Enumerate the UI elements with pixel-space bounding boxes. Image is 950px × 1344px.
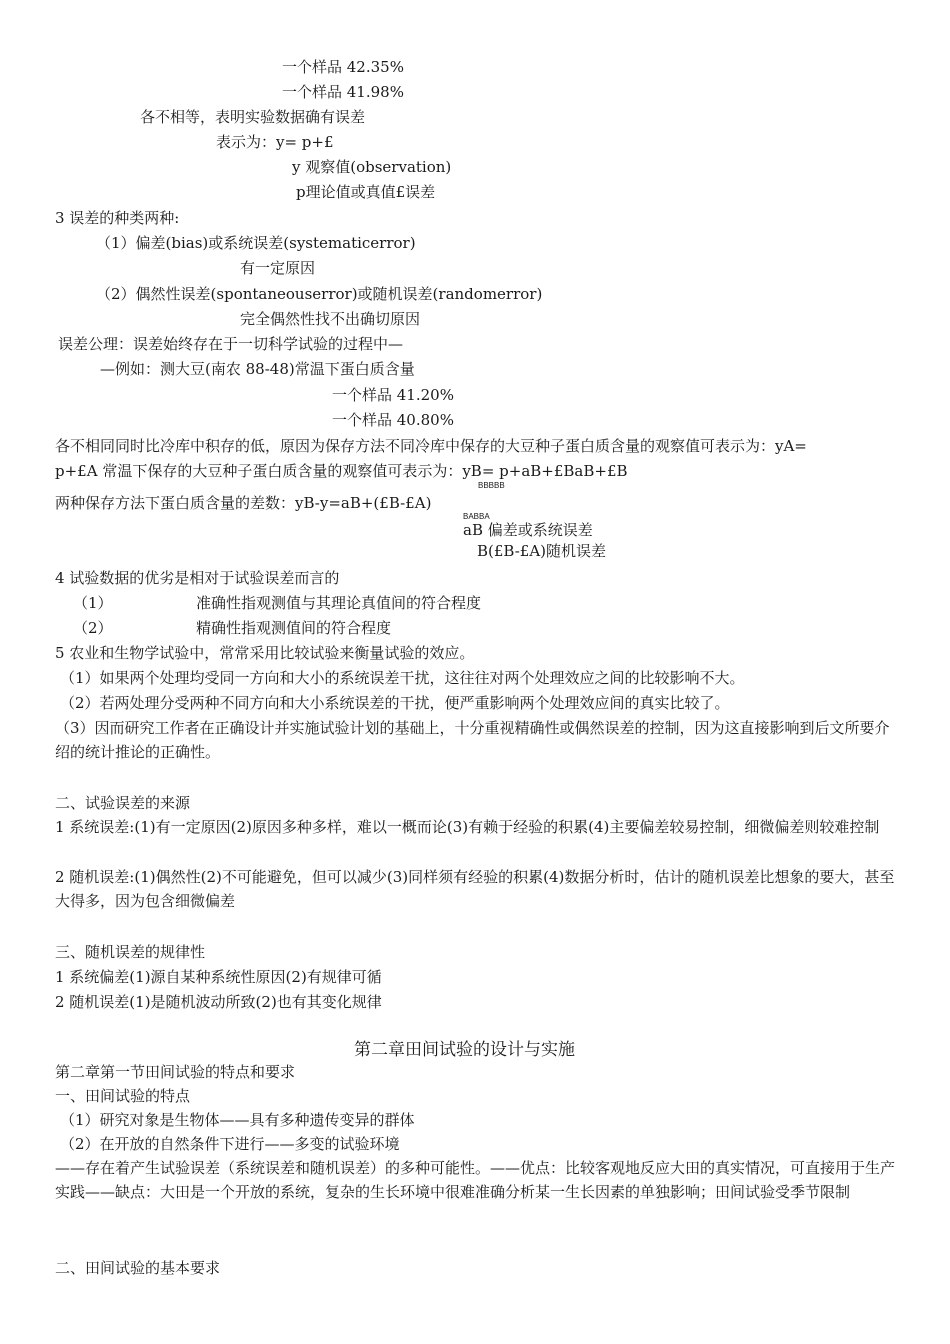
field-trial-feature-2: （2）在开放的自然条件下进行——多变的试验环境 bbox=[60, 1135, 400, 1153]
sample-value-2: 一个样品 41.98% bbox=[282, 83, 404, 101]
field-trial-feature-1: （1）研究对象是生物体——具有多种遗传变异的群体 bbox=[60, 1111, 415, 1129]
random-term: B(£B-£A)随机误差 bbox=[477, 542, 607, 560]
subscript-row-1: BBBBB bbox=[478, 481, 505, 490]
expression-line: 表示为：y= p+£ bbox=[216, 133, 334, 151]
source-systematic: 1 系统误差:(1)有一定原因(2)原因多种多样，难以一概而论(3)有赖于经验的积累(4)主要偏差较易控制，细微偏差则较难控制 bbox=[55, 818, 880, 836]
unequal-note: 各不相等，表明实验数据确有误差 bbox=[140, 108, 366, 126]
sample-value-1: 一个样品 42.35% bbox=[282, 58, 404, 76]
field-trial-pros-cons: ——存在着产生试验误差（系统误差和随机误差）的多种可能性。——优点：比较客观地反应大田的真实情况，可直接用于生产实践——缺点：大田是一个开放的系统，复杂的生长环境中很难准确分析某一生长因素的单独影响；田间试验受季节限制 bbox=[55, 1159, 896, 1201]
section-4-item-1-number: （1） bbox=[73, 594, 113, 612]
theory-line: p理论值或真值£误差 bbox=[296, 183, 436, 201]
section-5-item-3: （3）因而研究工作者在正确设计并实施试验计划的基础上，十分重视精确性或偶然误差的控制，因为这直接影响到后文所要介绍的统计推论的正确性。 bbox=[55, 719, 890, 761]
section-5-heading: 5 农业和生物学试验中，常常采用比较试验来衡量试验的效应。 bbox=[55, 644, 475, 662]
difference-formula: 两种保存方法下蛋白质含量的差数：yB-y=aB+(£B-£A) bbox=[55, 494, 432, 512]
section-3-item-2: （2）偶然性误差(spontaneouserror)或随机误差(randomerror) bbox=[96, 285, 543, 303]
bias-term: aB 偏差或系统误差 bbox=[463, 521, 593, 539]
example-sample-2: 一个样品 40.80% bbox=[332, 411, 454, 429]
source-random: 2 随机误差:(1)偶然性(2)不可能避免，但可以减少(3)同样须有经验的积累(4)数据分析时，估计的随机误差比想象的要大，甚至大得多，因为包含细微偏差 bbox=[55, 868, 895, 910]
heading-error-sources: 二、试验误差的来源 bbox=[55, 794, 191, 812]
section-4-item-2-number: （2） bbox=[73, 619, 113, 637]
chapter-title: 第二章田间试验的设计与实施 bbox=[354, 1040, 575, 1060]
section-3-item-1-note: 有一定原因 bbox=[240, 259, 316, 277]
section-5-item-1: （1）如果两个处理均受同一方向和大小的系统误差干扰，这往往对两个处理效应之间的比较影响不大。 bbox=[60, 669, 745, 687]
field-trial-requirements-heading: 二、田间试验的基本要求 bbox=[55, 1259, 221, 1277]
heading-random-law: 三、随机误差的规律性 bbox=[55, 943, 206, 961]
section-4-item-2: 精确性指观测值间的符合程度 bbox=[196, 619, 392, 637]
error-axiom: 误差公理：误差始终存在于一切科学试验的过程中— bbox=[58, 335, 404, 353]
explanation-line-1: 各不相同同时比冷库中积存的低，原因为保存方法不同冷库中保存的大豆种子蛋白质含量的观察值可表示为：yA= bbox=[55, 437, 807, 455]
section-5-item-2: （2）若两处理分受两种不同方向和大小系统误差的干扰，便严重影响两个处理效应间的真实比较了。 bbox=[60, 694, 730, 712]
section-title: 第二章第一节田间试验的特点和要求 bbox=[55, 1063, 296, 1081]
example-sample-1: 一个样品 41.20% bbox=[332, 386, 454, 404]
field-trial-features-heading: 一、田间试验的特点 bbox=[55, 1087, 191, 1105]
explanation-line-2: p+£A 常温下保存的大豆种子蛋白质含量的观察值可表示为：yB= p+aB+£BaB+£B bbox=[55, 462, 628, 480]
section-3-item-2-note: 完全偶然性找不出确切原因 bbox=[240, 310, 421, 328]
law-random: 2 随机误差(1)是随机波动所致(2)也有其变化规律 bbox=[55, 993, 382, 1011]
section-4-item-1: 准确性指观测值与其理论真值间的符合程度 bbox=[196, 594, 482, 612]
example-line: —例如：测大豆(南农 88-48)常温下蛋白质含量 bbox=[100, 360, 415, 378]
law-systematic: 1 系统偏差(1)源自某种系统性原因(2)有规律可循 bbox=[55, 968, 382, 986]
section-4-heading: 4 试验数据的优劣是相对于试验误差而言的 bbox=[55, 569, 340, 587]
section-3-item-1: （1）偏差(bias)或系统误差(systematicerror) bbox=[96, 234, 416, 252]
section-3-heading: 3 误差的种类两种: bbox=[55, 209, 180, 227]
subscript-row-2: BABBA bbox=[463, 512, 490, 521]
observation-line: y 观察值(observation) bbox=[292, 158, 452, 176]
